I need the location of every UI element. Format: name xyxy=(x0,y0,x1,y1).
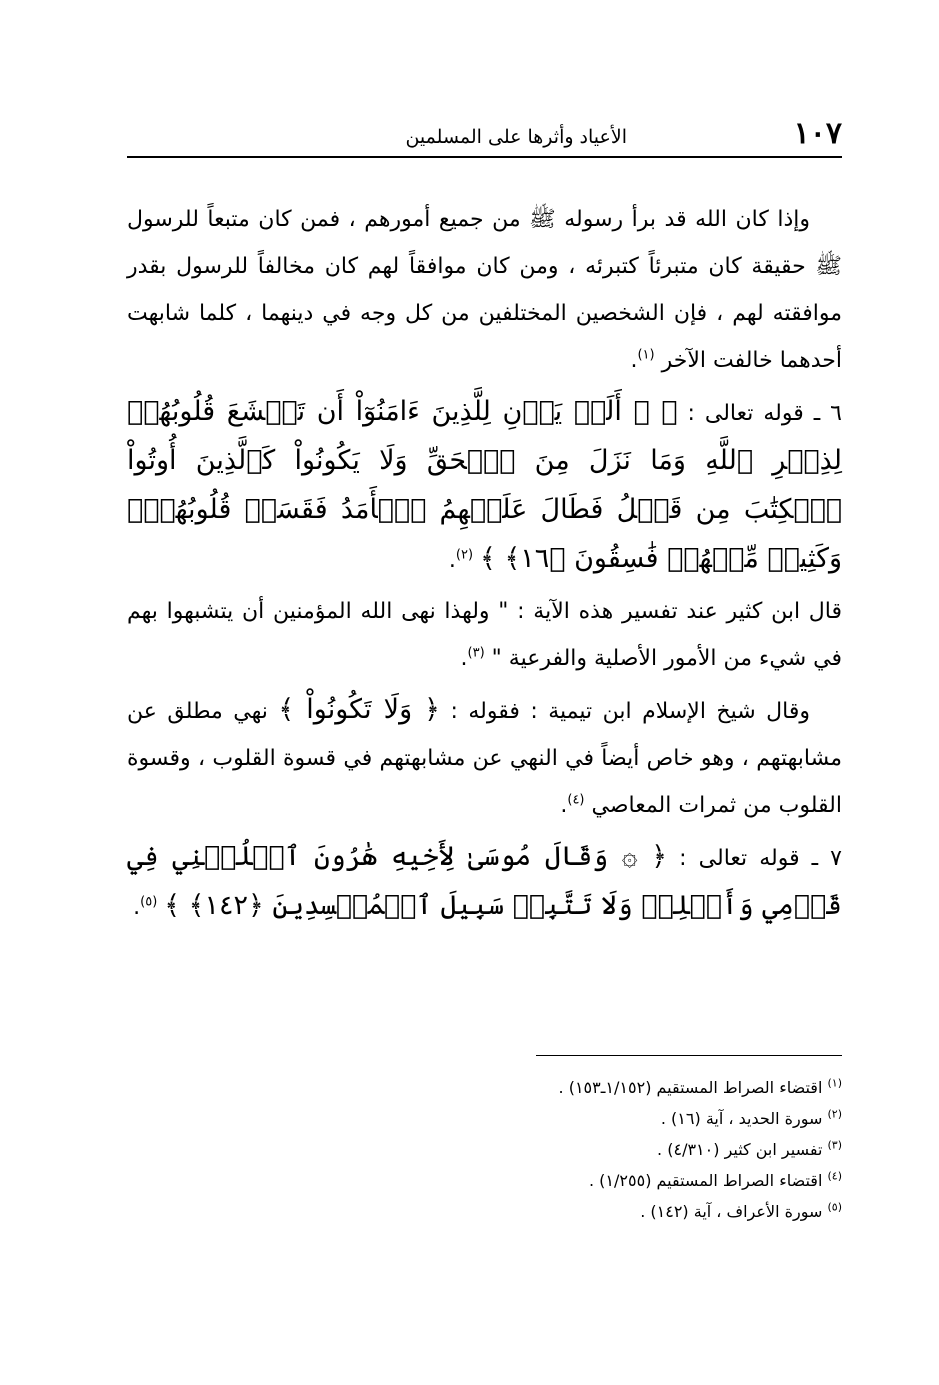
main-text xyxy=(127,196,842,935)
footnote-number: (٤) xyxy=(827,1169,842,1183)
footnote-text: تفسير ابن كثير (٤/٣١٠) . xyxy=(657,1140,823,1159)
ibn-taymiyyah-lead: وقال شيخ الإسلام ابن تيمية : فقوله : xyxy=(440,699,810,724)
paragraph-3-end: . xyxy=(460,646,468,671)
quran-verse-araf-142: ﴿ ۞ وَقَالَ مُوسَىٰ لِأَخِيهِ هَٰرُونَ ٱخۡلُفۡنِي فِي قَوۡمِي وَأَصۡلِحۡ وَلَا تَتَّبِعۡ سَبِيلَ ٱلۡمُفۡسِدِينَ ﴿١٤٢﴾ ﴾ xyxy=(127,841,842,921)
paragraph-2-end: . xyxy=(448,548,456,573)
paragraph-5-end: . xyxy=(133,895,141,920)
footnote-divider xyxy=(536,1055,842,1056)
footnote-1 xyxy=(127,1072,842,1103)
ibn-kathir-quote: قال ابن كثير عند تفسير هذه الآية : " ولهذا نهى الله المؤمنين أن يتشبهوا بهم في شيء من الأمور الأصلية والفرعية " xyxy=(127,599,842,671)
paragraph-3 xyxy=(127,588,842,682)
page-number: ١٠٧ xyxy=(793,116,842,151)
footnote-number: (٣) xyxy=(827,1138,842,1152)
paragraph-1-end: . xyxy=(630,348,638,373)
running-title: الأعياد وأثرها على المسلمين xyxy=(405,126,627,148)
footnote-number: (٢) xyxy=(827,1107,842,1121)
footnote-4 xyxy=(127,1165,842,1196)
paragraph-1-text: وإذا كان الله قد برأ رسوله ﷺ من جميع أمورهم ، فمن كان متبعاً للرسول ﷺ حقيقة كان متبرئاً كتبرئه ، ومن كان موافقاً لهم كان مخالفاً للرسول بقدر موافقته لهم ، فإن الشخصين المختلفين من كل وجه في دينهما ، كلما شابهت أحدهما خالفت الآخر xyxy=(127,207,842,373)
footnote-3 xyxy=(127,1134,842,1165)
page-header xyxy=(127,112,842,158)
paragraph-4 xyxy=(127,686,842,829)
paragraph-5 xyxy=(127,833,842,931)
footnote-text: اقتضاء الصراط المستقيم (١/٢٥٥) . xyxy=(589,1171,823,1190)
footnote-ref-1: (١) xyxy=(637,347,655,363)
footnote-ref-4: (٤) xyxy=(567,792,585,808)
paragraph-2 xyxy=(127,388,842,584)
footnote-number: (١) xyxy=(827,1076,842,1090)
quran-fragment: ﴿ وَلَا تَكُونُواْ ﴾ xyxy=(278,694,440,725)
quran-verse-hadid-16: ﴿ ۞ أَلَمۡ يَأۡنِ لِلَّذِينَ ءَامَنُوٓاْ أَن تَخۡشَعَ قُلُوبُهُمۡ لِذِكۡرِ ٱللَّهِ وَمَا نَزَلَ مِنَ ٱلۡحَقِّ وَلَا يَكُونُواْ كَٱلَّذِينَ أُوتُواْ ٱلۡكِتَٰبَ مِن قَبۡلُ فَطَالَ عَلَيۡهِمُ ٱلۡأَمَدُ فَقَسَتۡ قُلُوبُهُمۡۖ وَكَثِيرٞ مِّنۡهُمۡ فَٰسِقُونَ ﴿١٦﴾ ﴾ xyxy=(127,396,842,574)
footnote-number: (٥) xyxy=(827,1200,842,1214)
footnote-text: اقتضاء الصراط المستقيم (١/١٥٢ـ١٥٣) . xyxy=(558,1078,823,1097)
footnote-5 xyxy=(127,1196,842,1227)
item-6-lead: ٦ ـ قوله تعالى : xyxy=(677,401,842,426)
footnote-ref-3: (٣) xyxy=(467,645,485,661)
paragraph-4-end: . xyxy=(560,793,568,818)
footnote-2 xyxy=(127,1103,842,1134)
footnote-text: سورة الحديد ، آية (١٦) . xyxy=(660,1109,823,1128)
footnote-ref-5: (٥) xyxy=(140,894,158,910)
footnote-text: سورة الأعراف ، آية (١٤٢) . xyxy=(640,1202,823,1221)
footnote-ref-2: (٢) xyxy=(455,547,474,563)
footnotes xyxy=(127,1072,842,1227)
paragraph-1 xyxy=(127,196,842,384)
ibn-taymiyyah-text: نهي مطلق عن مشابهتهم ، وهو خاص أيضاً في النهي عن مشابهتهم في قسوة القلوب ، وقسوة القلوب من ثمرات المعاصي xyxy=(127,699,842,818)
item-7-lead: ٧ ـ قوله تعالى : xyxy=(667,846,842,871)
